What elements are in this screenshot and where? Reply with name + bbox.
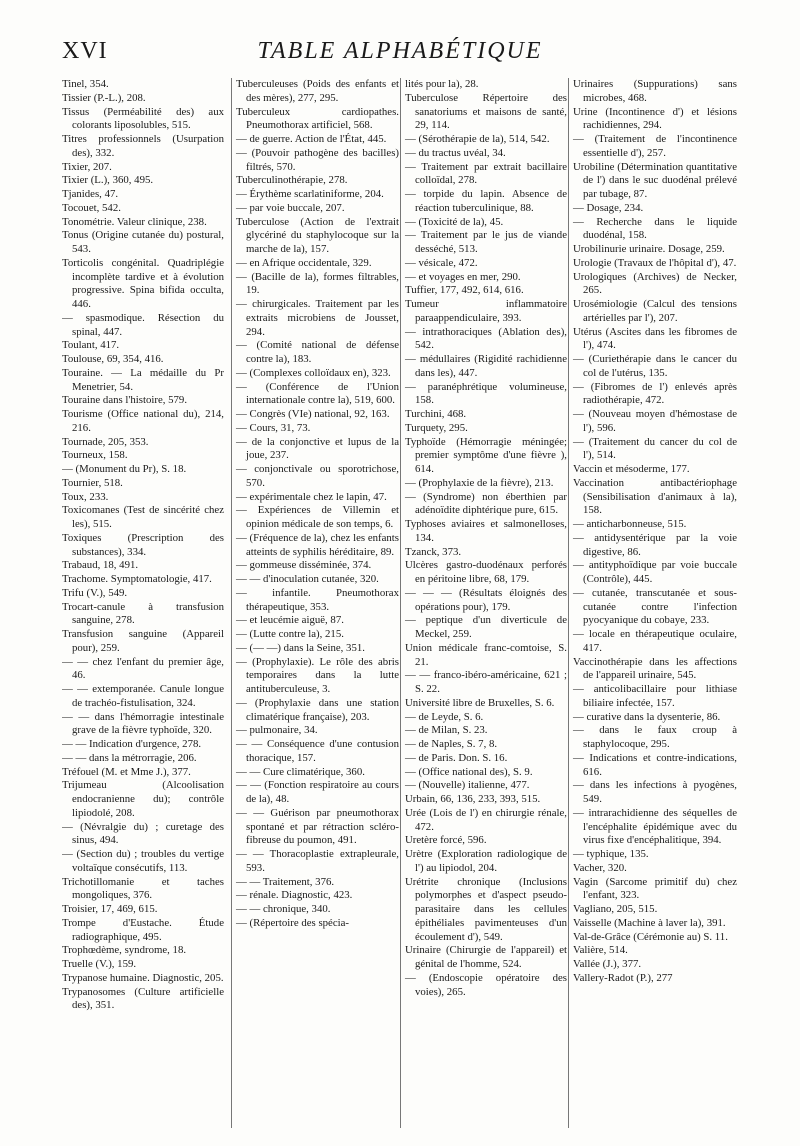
- index-entry: Trocart-canule à transfusion sanguine, 278.: [62, 600, 224, 627]
- index-entry: — de la conjonctive et lupus de la joue, 237.: [236, 435, 399, 462]
- index-entry: — (Comité national de défense contre la), 183.: [236, 339, 399, 365]
- index-entry: Union médicale franc-comtoise, S. 21.: [405, 641, 567, 668]
- index-entry: — de Paris. Don. S. 16.: [405, 751, 508, 764]
- index-entry: Tuberculeux cardiopathes. Pneumothorax artificiel, 568.: [236, 105, 399, 132]
- index-entry: Toulant, 417.: [62, 339, 120, 352]
- index-entry: Tonus (Origine cutanée du) postural, 543.: [62, 229, 224, 255]
- index-entry: — en Afrique occidentale, 329.: [236, 256, 372, 269]
- index-entry: — (Curiethérapie dans le cancer du col de l'utérus, 135.: [573, 353, 737, 379]
- index-entry: Truelle (V.), 159.: [62, 958, 137, 970]
- index-entry: — anticolibacillaire pour lithiase biliaire infectée, 157.: [573, 683, 737, 709]
- index-entry: — — (Fonction respiratoire au cours de la), 48.: [236, 779, 399, 805]
- index-entry: Tzanck, 373.: [405, 545, 462, 558]
- index-entry: — (Fibromes de l') enlevés après radiothérapie, 472.: [573, 380, 737, 407]
- index-entry: Trijumeau (Alcoolisation endocranienne du); contrôle lipiodolé, 208.: [62, 779, 224, 819]
- index-entry: Vallée (J.), 377.: [573, 958, 642, 970]
- index-entry: — dans les infections à pyogènes, 549.: [573, 779, 737, 805]
- index-entry: Trophœdème, syndrome, 18.: [62, 944, 187, 957]
- index-entry: — pulmonaire, 34.: [236, 724, 318, 737]
- index-entry: Vagliano, 205, 515.: [573, 903, 658, 915]
- index-entry: Val-de-Grâce (Cérémonie au) S. 11.: [573, 930, 728, 943]
- index-entry: Tocouet, 542.: [62, 201, 121, 214]
- index-entry: Trichotillomanie et taches mongoliques, 376.: [62, 875, 224, 902]
- index-entry: — — Guérison par pneumothorax spontané et par rétraction scléro-fibreuse du poumon, 491.: [236, 806, 399, 847]
- index-entry: — gommeuse disséminée, 374.: [236, 559, 372, 572]
- index-entry: Ulcères gastro-duodénaux perforés en péritoine libre, 68, 179.: [405, 559, 567, 585]
- index-entry: — (Pouvoir pathogène des bacilles) filtrés, 570.: [236, 146, 399, 173]
- index-entry: Tissier (P.-L.), 208.: [62, 91, 146, 104]
- index-entry: — Indications et contre-indications, 616.: [573, 751, 737, 778]
- index-column-1: [62, 78, 224, 1128]
- index-entry: — curative dans la dysenterie, 86.: [573, 710, 721, 723]
- index-entry: — (Névralgie du) ; curetage des sinus, 494.: [62, 820, 224, 847]
- index-entry: — rénale. Diagnostic, 423.: [236, 889, 353, 902]
- index-entry: — intrarachidienne des séquelles de l'encéphalite épidémique avec du virus fixe d'encéphalitique, 394.: [573, 806, 737, 847]
- index-entry: — — franco-ibéro-américaine, 621 ; S. 22.: [405, 669, 567, 695]
- index-entry: — (Complexes colloïdaux en), 323.: [236, 366, 391, 379]
- index-entry: lités pour la), 28.: [405, 78, 479, 90]
- index-entry: — du tractus uvéal, 34.: [405, 146, 506, 159]
- index-entry: — et voyages en mer, 290.: [405, 270, 521, 283]
- index-entry: Tjanides, 47.: [62, 188, 119, 200]
- index-entry: — cutanée, transcutanée et sous-cutanée contre l'infection pyocyanique du cobaye, 233.: [573, 586, 737, 627]
- index-entry: — (Nouveau moyen d'hémostase de l'), 596.: [573, 408, 737, 434]
- index-entry: — par voie buccale, 207.: [236, 201, 345, 214]
- index-entry: Urétrite chronique (Inclusions polymorphes et d'aspect pseudo-parasitaire dans les cellules épithéliales pavimenteuses d'un écoulement d'), 549.: [405, 875, 567, 943]
- page-number: XVI: [62, 38, 108, 64]
- index-entry: Urbain, 66, 136, 233, 393, 515.: [405, 793, 541, 805]
- index-entry: Uretère forcé, 596.: [405, 834, 487, 847]
- index-entry: Titres professionnels (Usurpation des), 332.: [62, 133, 224, 159]
- index-column-4: [568, 78, 737, 1128]
- index-entry: — antidysentérique par la voie digestive, 86.: [573, 531, 737, 558]
- page-title: TABLE ALPHABÉTIQUE: [257, 38, 543, 64]
- index-entry: — spasmodique. Résection du spinal, 447.: [62, 311, 224, 338]
- index-entry: Vaisselle (Machine à laver la), 391.: [573, 916, 726, 929]
- page-header: [0, 38, 800, 72]
- index-entry: — (Traitement du cancer du col de l'), 514.: [573, 435, 737, 462]
- index-entry: — chirurgicales. Traitement par les extraits microbiens de Jousset, 294.: [236, 298, 399, 338]
- index-entry: Trabaud, 18, 491.: [62, 559, 139, 572]
- index-entry: — (Bacille de la), formes filtrables, 19.: [236, 270, 399, 297]
- index-entry: Typhoïde (Hémorragie méningée; premier symptôme d'une fièvre ), 614.: [405, 435, 567, 475]
- index-entry: — (Monument du Pr), S. 18.: [62, 463, 187, 475]
- index-entry: — (Lutte contre la), 215.: [236, 628, 344, 640]
- index-entry: Vallery-Radot (P.), 277: [573, 971, 673, 984]
- index-entry: Tuberculeuses (Poids des enfants et des mères), 277, 295.: [236, 78, 399, 104]
- index-entry: — de Naples, S. 7, 8.: [405, 738, 498, 750]
- index-entry: Tourisme (Office national du), 214, 216.: [62, 408, 224, 434]
- index-entry: — — d'inoculation cutanée, 320.: [236, 573, 379, 585]
- index-entry: Transfusion sanguine (Appareil pour), 259.: [62, 628, 224, 654]
- index-entry: Utérus (Ascites dans les fibromes de l'), 474.: [573, 325, 737, 352]
- index-entry: — (Endoscopie opératoire des voies), 265.: [405, 971, 567, 998]
- index-entry: — et leucémie aiguë, 87.: [236, 614, 344, 627]
- index-entry: — anticharbonneuse, 515.: [573, 518, 687, 530]
- index-entry: — vésicale, 472.: [405, 256, 478, 269]
- index-entry: Tuberculinothérapie, 278.: [236, 174, 348, 187]
- index-entry: Toxiques (Prescription des substances), 334.: [62, 531, 224, 558]
- index-entry: — — extemporanée. Canule longue de trachéo-fistulisation, 324.: [62, 683, 224, 709]
- index-entry: — typhique, 135.: [573, 848, 649, 860]
- index-entry: — (Répertoire des spécia-: [236, 916, 350, 929]
- index-entry: — Traitement par le jus de viande desséché, 513.: [405, 229, 567, 255]
- index-entry: Vagin (Sarcome primitif du) chez l'enfant, 323.: [573, 875, 737, 902]
- index-entry: Tonométrie. Valeur clinique, 238.: [62, 215, 207, 228]
- index-entry: — peptique d'un diverticule de Meckel, 259.: [405, 614, 567, 640]
- index-entry: — (Prophylaxie). Le rôle des abris temporaires dans la lutte antituberculeuse, 3.: [236, 655, 399, 695]
- index-entry: Vaccinothérapie dans les affections de l'appareil urinaire, 545.: [573, 655, 737, 682]
- index-columns: [62, 78, 784, 1128]
- index-entry: Trypanosomes (Culture artificielle des), 351.: [62, 985, 224, 1012]
- index-entry: — (Prophylaxie dans une station climatérique française), 203.: [236, 696, 399, 723]
- index-entry: — intrathoraciques (Ablation des), 542.: [405, 325, 567, 352]
- index-entry: — (Toxicité de la), 45.: [405, 215, 504, 228]
- index-entry: Tinel, 354.: [62, 78, 109, 90]
- index-entry: Troisier, 17, 469, 615.: [62, 903, 158, 915]
- index-entry: Vaccin et mésoderme, 177.: [573, 463, 690, 475]
- index-entry: Typhoses aviaires et salmonelloses, 134.: [405, 518, 567, 544]
- index-entry: — Cours, 31, 73.: [236, 421, 311, 434]
- index-entry: Tumeur inflammatoire paraappendiculaire, 393.: [405, 298, 567, 324]
- index-entry: Tournade, 205, 353.: [62, 435, 149, 448]
- index-entry: — médullaires (Rigidité rachidienne dans les), 447.: [405, 353, 567, 379]
- index-entry: — (Section du) ; troubles du vertige voltaïque consécutifs, 113.: [62, 848, 224, 874]
- index-entry: Trachome. Symptomatologie, 417.: [62, 573, 212, 585]
- index-entry: Tourneux, 158.: [62, 449, 128, 462]
- index-entry: Urée (Lois de l') en chirurgie rénale, 472.: [405, 806, 567, 833]
- index-entry: — torpide du lapin. Absence de réaction tuberculinique, 88.: [405, 188, 567, 214]
- index-entry: Toulouse, 69, 354, 416.: [62, 353, 164, 365]
- index-entry: Trifu (V.), 549.: [62, 586, 128, 599]
- index-entry: Tuffier, 177, 492, 614, 616.: [405, 284, 524, 297]
- index-entry: — de Leyde, S. 6.: [405, 710, 484, 723]
- index-entry: — (— —) dans la Seine, 351.: [236, 641, 365, 654]
- index-entry: Tuberculose Répertoire des sanatoriums et maisons de santé, 29, 114.: [405, 91, 567, 132]
- index-entry: Urine (Incontinence d') et lésions rachidiennes, 294.: [573, 105, 737, 132]
- index-entry: Touraine dans l'histoire, 579.: [62, 394, 188, 407]
- index-entry: — de Milan, S. 23.: [405, 724, 488, 737]
- index-entry: — — dans l'hémorragie intestinale grave de la fièvre typhoïde, 320.: [62, 710, 224, 737]
- index-entry: — Expériences de Villemin et opinion médicale de son temps, 6.: [236, 504, 399, 530]
- index-entry: Urinaire (Chirurgie de l'appareil) et génital de l'homme, 524.: [405, 944, 567, 970]
- index-entry: — conjonctivale ou sporotrichose, 570.: [236, 463, 399, 489]
- index-entry: Trypanose humaine. Diagnostic, 205.: [62, 971, 224, 984]
- index-entry: — dans le faux croup à staphylocoque, 295.: [573, 724, 737, 750]
- index-entry: — — Indication d'urgence, 278.: [62, 738, 202, 750]
- index-entry: Valière, 514.: [573, 944, 628, 957]
- index-entry: — — dans la métrorragie, 206.: [62, 751, 197, 764]
- index-entry: — — — (Résultats éloignés des opérations pour), 179.: [405, 586, 567, 613]
- index-entry: — infantile. Pneumothorax thérapeutique, 353.: [236, 586, 399, 613]
- index-entry: Touraine. — La médaille du Pr Menetrier, 54.: [62, 366, 224, 393]
- index-entry: — — chez l'enfant du premier âge, 46.: [62, 655, 224, 682]
- index-entry: — Traitement par extrait bacillaire colloïdal, 278.: [405, 160, 567, 187]
- index-entry: — antityphoïdique par voie buccale (Contrôle), 445.: [573, 559, 737, 585]
- index-entry: Tuberculose (Action de l'extrait glycériné du staphylocoque sur la marche de la), 157.: [236, 215, 399, 255]
- index-entry: Toux, 233.: [62, 490, 109, 503]
- index-entry: — — Conséquence d'une contusion thoracique, 157.: [236, 738, 399, 764]
- index-entry: — Dosage, 234.: [573, 201, 644, 214]
- index-entry: Turquety, 295.: [405, 421, 468, 434]
- index-entry: — — Traitement, 376.: [236, 875, 335, 888]
- index-column-3: [400, 78, 567, 1128]
- index-entry: — — chronique, 340.: [236, 903, 331, 915]
- index-entry: — (Fréquence de la), chez les enfants atteints de syphilis héréditaire, 89.: [236, 531, 399, 558]
- index-entry: Vacher, 320.: [573, 861, 627, 874]
- index-entry: — Congrès (VIe) national, 92, 163.: [236, 408, 390, 420]
- index-entry: Université libre de Bruxelles, S. 6.: [405, 696, 555, 709]
- index-entry: Urètre (Exploration radiologique de l') au lipiodol, 204.: [405, 848, 567, 874]
- index-column-2: [231, 78, 399, 1128]
- index-entry: Tournier, 518.: [62, 476, 123, 489]
- index-entry: Urosémiologie (Calcul des tensions artérielles par l'), 207.: [573, 298, 737, 324]
- index-entry: Tréfouel (M. et Mme J.), 377.: [62, 765, 191, 778]
- index-entry: Trompe d'Eustache. Étude radiographique, 495.: [62, 916, 224, 943]
- index-entry: Urobilinurie urinaire. Dosage, 259.: [573, 243, 725, 255]
- index-entry: — Recherche dans le liquide duodénal, 158.: [573, 215, 737, 242]
- index-entry: — (Nouvelle) italienne, 477.: [405, 779, 530, 792]
- index-entry: — paranéphrétique volumineuse, 158.: [405, 380, 567, 407]
- index-entry: — de guerre. Action de l'État, 445.: [236, 133, 387, 145]
- index-entry: Tissus (Perméabilité des) aux colorants liposolubles, 515.: [62, 105, 224, 132]
- index-entry: Toxicomanes (Test de sincérité chez les), 515.: [62, 504, 224, 530]
- index-entry: Tixier, 207.: [62, 160, 112, 173]
- index-entry: — (Prophylaxie de la fièvre), 213.: [405, 476, 554, 489]
- index-entry: Turchini, 468.: [405, 408, 467, 420]
- index-entry: — locale en thérapeutique oculaire, 417.: [573, 628, 737, 654]
- index-entry: — expérimentale chez le lapin, 47.: [236, 490, 387, 503]
- index-entry: — (Conférence de l'Union internationale contre la), 519, 600.: [236, 380, 399, 407]
- index-entry: Torticolis congénital. Quadriplégie incomplète tardive et à évolution progressive. Spina bifida occulta, 446.: [62, 256, 224, 310]
- index-entry: — (Syndrome) non éberthien par adénoïdite diphtérique pure, 615.: [405, 490, 567, 517]
- index-entry: Urinaires (Suppurations) sans microbes, 468.: [573, 78, 737, 104]
- index-entry: — (Office national des), S. 9.: [405, 765, 533, 778]
- index-entry: — — Thoracoplastie extrapleurale, 593.: [236, 848, 399, 874]
- index-entry: — (Sérothérapie de la), 514, 542.: [405, 133, 550, 145]
- index-entry: Urologie (Travaux de l'hôpital d'), 47.: [573, 256, 737, 269]
- index-entry: Urobiline (Détermination quantitative de l') dans le suc duodénal prélevé par tubage, 87.: [573, 160, 737, 200]
- index-entry: Urologiques (Archives) de Necker, 265.: [573, 270, 737, 297]
- index-entry: — (Traitement de l'incontinence essentielle d'), 257.: [573, 133, 737, 159]
- index-entry: Vaccination antibactériophage (Sensibilisation d'animaux à la), 158.: [573, 476, 737, 517]
- index-entry: — Érythème scarlatiniforme, 204.: [236, 188, 384, 200]
- index-entry: — — Cure climatérique, 360.: [236, 765, 365, 778]
- index-entry: Tixier (L.), 360, 495.: [62, 174, 154, 187]
